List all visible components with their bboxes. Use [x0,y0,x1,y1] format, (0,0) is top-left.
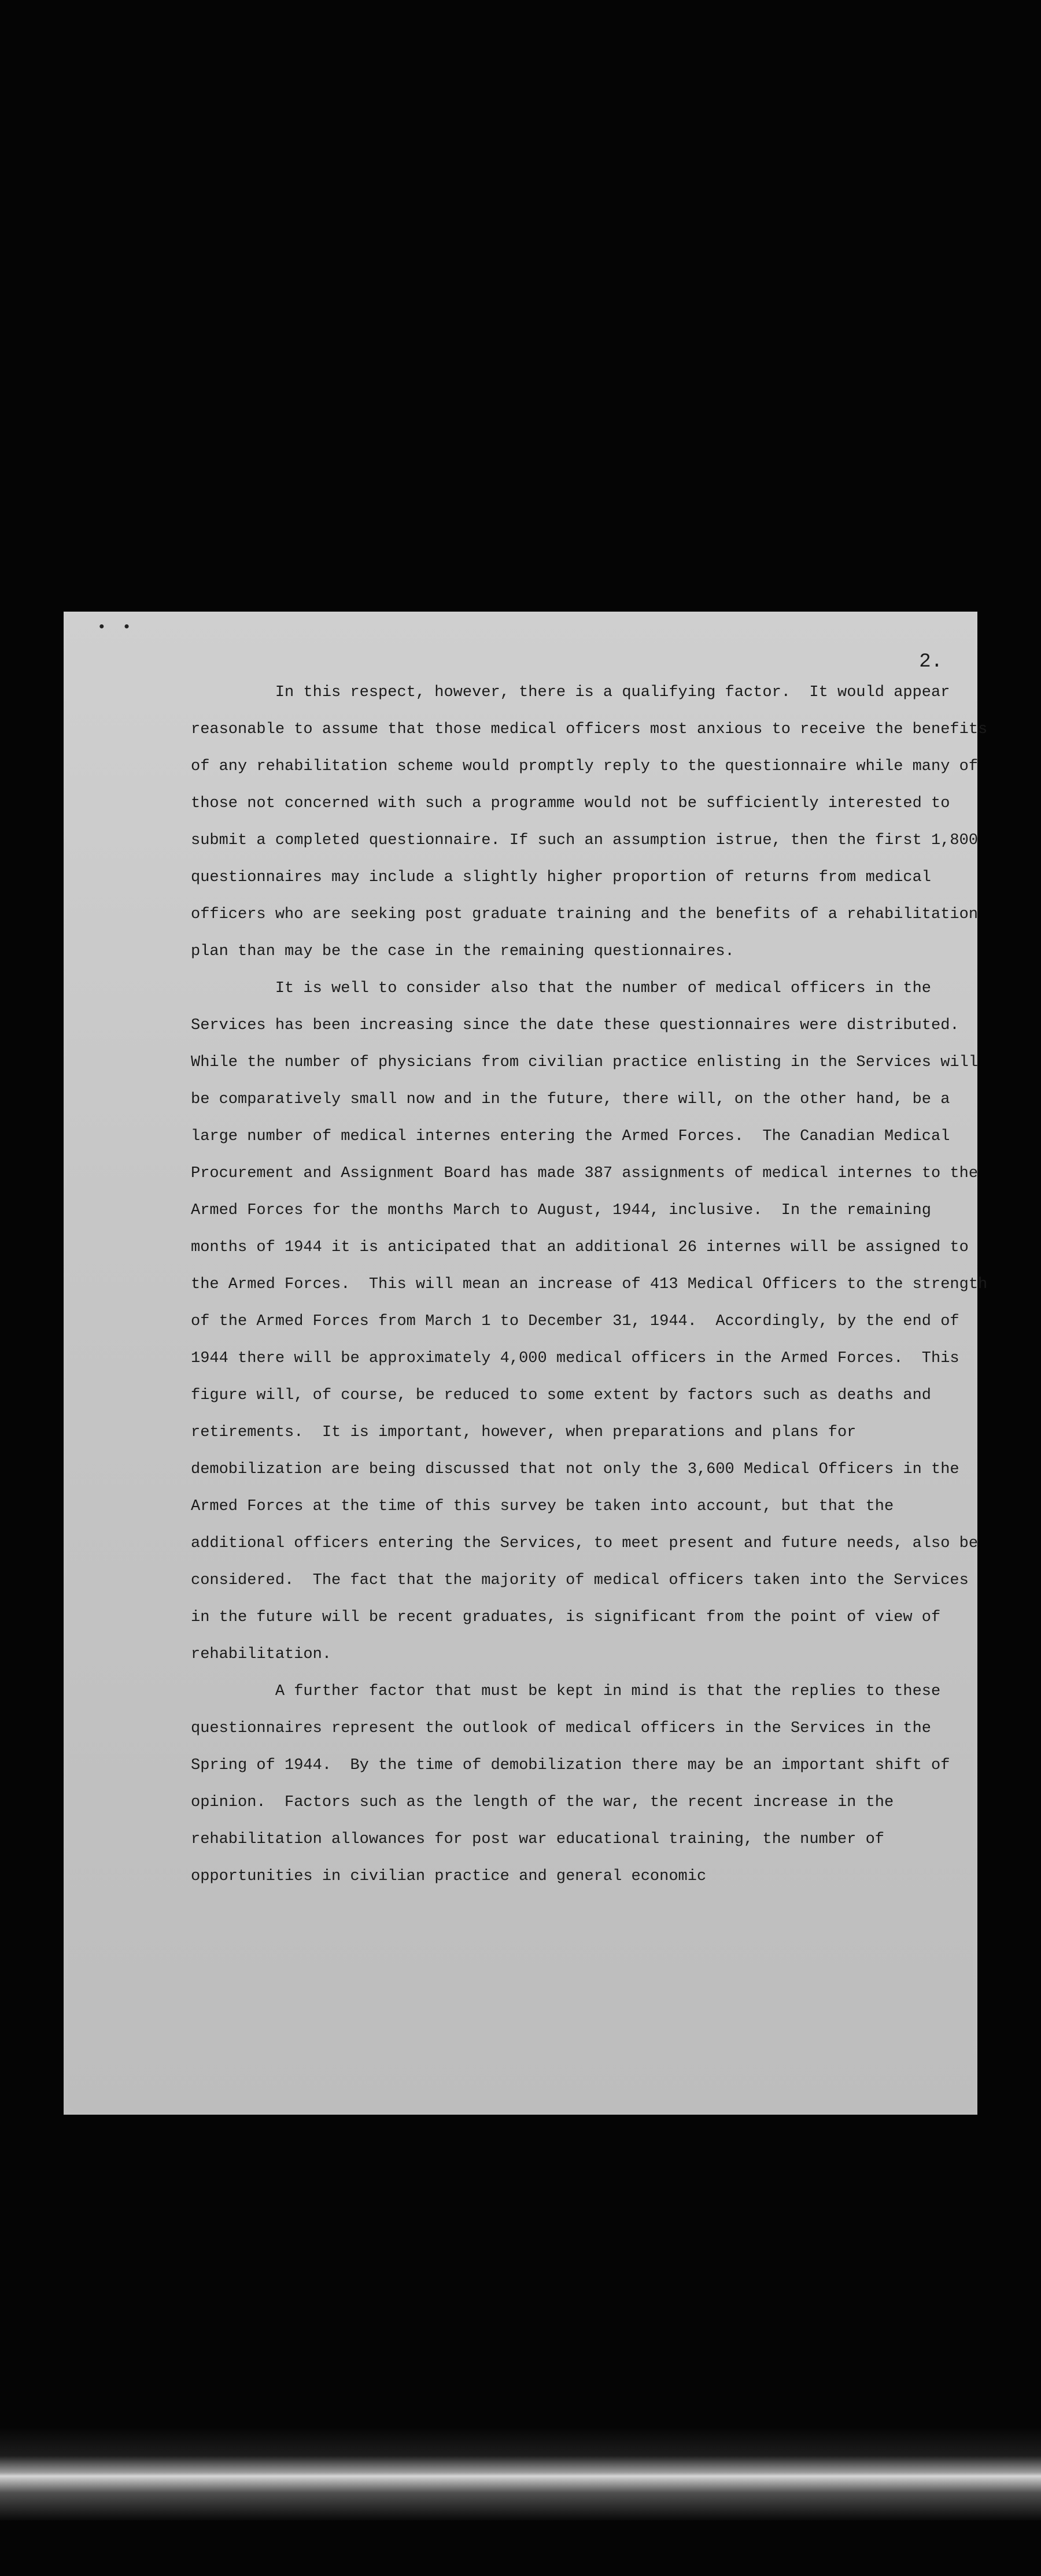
paragraph-1: In this respect, however, there is a qualifying factor. It would appear reasonable to assume that those medical officers most anxious to receive the benefits of any rehabilitation scheme would promptly reply to the questionnaire while many of those not concerned with such a programme would not be sufficiently interested to submit a completed questionnaire. If such an assumption istrue, then the first 1,800 questionnaires may include a slightly higher proportion of returns from medical officers who are seeking post graduate training and the benefits of a rehabilitation plan than may be the case in the remaining questionnaires. [191,684,997,960]
document-page [64,612,997,2115]
paragraph-2: It is well to consider also that the number of medical officers in the Services has been increasing since the date these questionnaires were distributed. While the number of physicians from civilian practice enlisting in the Services will be comparatively small now and in the future, there will, on the other hand, be a large number of medical internes entering the Armed Forces. The Canadian Medical Procurement and Assignment Board has made 387 assignments of medical internes to the Armed Forces for the months March to August, 1944, inclusive. In the remaining months of 1944 it is anticipated that an additional 26 internes will be assigned to the Armed Forces. This will mean an increase of 413 Medical Officers to the strength of the Armed Forces from March 1 to December 31, 1944. Accordingly, by the end of 1944 there will be approximately 4,000 medical officers in the Armed Forces. This figure will, of course, be reduced to some extent by factors such as deaths and retirements. It is important, however, when preparations and plans for demobilization are being discussed that not only the 3,600 Medical Officers in the Armed Forces at the time of this survey be taken into account, but that the additional officers entering the Services, to meet present and future needs, also be considered. The fact that the majority of medical officers taken into the Services in the future will be recent graduates, is significant from the point of view of rehabilitation. [191,980,997,1663]
binder-marks: • • [97,619,135,636]
film-edge-band [0,2428,1041,2521]
paragraph-3: A further factor that must be kept in mind is that the replies to these questionnaires represent the outlook of medical officers in the Services in the Spring of 1944. By the time of demobilization there may be an important shift of opinion. Factors such as the length of the war, the recent increase in the rehabilitation allowances for post war educational training, the number of opportunities in civilian practice and general economic [191,1683,959,1885]
body-text [191,674,997,1895]
page-number: 2. [919,651,943,673]
